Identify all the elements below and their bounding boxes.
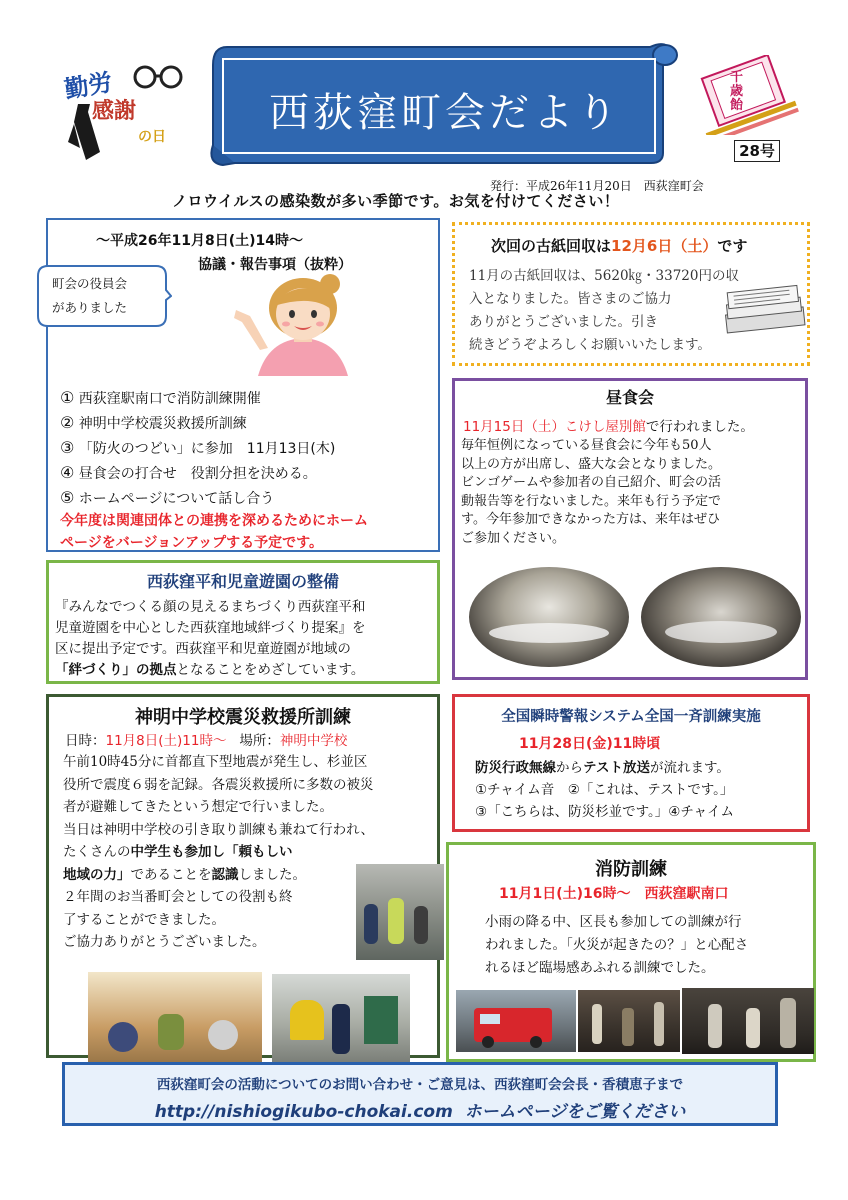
- bubble-line-1: 町会の役員会: [52, 276, 128, 291]
- school-drill-photo-2: [88, 972, 262, 1074]
- meeting-subtitle: 協議・報告事項（抜粋）: [198, 257, 352, 273]
- park-box: [46, 560, 440, 684]
- alert-body: 防災行政無線からテスト放送が流れます。 ①チャイム音 ②「これは、テストです。」 ③「こちらは、防災杉並です。」④チャイム: [475, 760, 734, 820]
- meeting-highlight: 今年度は関連団体との連携を深めるためにホーム ページをバージョンアップする予定です。: [60, 513, 368, 551]
- school-drill-photo-1: [356, 864, 444, 960]
- logo-left: [50, 62, 185, 162]
- park-body: 『みんなでつくる顔の見えるまちづくり西荻窪平和 児童遊園を中心とした西荻窪地域絆づくり提案』を 区に提出予定です。西荻窪平和児童遊園が地域の 「絆づくり」の拠点となることをめざしています。: [55, 599, 366, 678]
- fire-drill-photo-1: [456, 990, 576, 1052]
- park-title: 西荻窪平和児童遊園の整備: [146, 572, 339, 591]
- alert-box: [452, 694, 810, 832]
- homepage-link[interactable]: http://nishiogikubo-chokai.com: [154, 1102, 453, 1122]
- newspaper-stack-icon: [721, 281, 807, 335]
- logo-left-word-1: 勤労: [62, 68, 115, 104]
- list-item: ② 神明中学校震災救援所訓練: [60, 413, 247, 432]
- logo-left-word-3: の日: [138, 129, 166, 145]
- list-item: ① 西荻窪駅南口で消防訓練開催: [60, 388, 261, 407]
- school-drill-body: 午前10時45分に首都直下型地震が発生し、杉並区 役所で震度６弱を記録。各震災救援所に多数の被災 者が避難してきたという想定で行いました。 当日は神明中学校の引き取り訓練も兼ねて行われ、 たくさんの中学生も参加し「頼もしい 地域の力」であることを認識しました。 ２年間のお当番町会としての役割も終 了することができました。 ご協力ありがとうございました。: [63, 754, 374, 950]
- fire-drill-title: 消防訓練: [595, 859, 667, 880]
- fire-drill-photo-3: [682, 988, 814, 1054]
- alert-title: 全国瞬時警報システム全国一斉訓練実施: [501, 709, 761, 725]
- list-item: ③ 「防火のつどい」に参加 11月13日(木): [60, 438, 336, 457]
- school-drill-date: 日時：11月8日(土)11時～ 場所：神明中学校: [65, 733, 348, 749]
- notice-banner: ノロウイルスの感染数が多い季節です。お気を付けてください！: [172, 192, 620, 210]
- logo-right-text: 千歳飴: [730, 70, 744, 113]
- candy-stick-icon: [690, 55, 800, 135]
- publish-info: 発行：平成26年11月20日 西荻窪町会: [490, 179, 704, 193]
- lunch-photo-2: [641, 567, 801, 667]
- school-drill-title: 神明中学校震災救援所訓練: [135, 707, 351, 728]
- lunch-photo-1: [469, 567, 629, 667]
- meeting-items-list: [60, 386, 335, 511]
- footer-url-line: http://nishiogikubo-chokai.com ホームページをご覧ください: [154, 1102, 686, 1122]
- meeting-box: [46, 218, 440, 552]
- newsletter-title: 西荻窪町会だより: [269, 90, 621, 136]
- logo-right-chitose-ame: [690, 55, 800, 135]
- list-item: ⑤ ホームページについて話し合う: [60, 488, 275, 507]
- footer-box: [62, 1062, 778, 1126]
- list-item: ④ 昼食会の打合せ 役割分担を決める。: [60, 463, 317, 482]
- fire-drill-body: 小雨の降る中、区長も参加しての訓練が行 われました。「火災が起きたの？」と心配さ れるほど臨場感あふれる訓練でした。: [485, 914, 749, 976]
- footer-contact: 西荻窪町会の活動についてのお問い合わせ・ご意見は、西荻窪町会会長・香積恵子まで: [156, 1077, 684, 1093]
- school-drill-photo-3: [272, 974, 410, 1074]
- paper-heading: 次回の古紙回収は12月6日（土）です: [491, 237, 748, 255]
- woman-waving-illustration: [228, 270, 378, 380]
- necktie-icon: [60, 102, 110, 162]
- logo-left-word-2: 感謝: [92, 99, 137, 124]
- alert-date: 11月28日(金)11時頃: [519, 736, 661, 752]
- glasses-icon: [132, 62, 184, 92]
- issue-number: 28号: [734, 140, 780, 162]
- lunch-title: 昼食会: [605, 388, 654, 407]
- meeting-date: ～平成26年11月8日(土)14時～: [96, 233, 303, 249]
- lunch-date: 11月15日（土）こけし屋別館で行われました。: [463, 419, 754, 435]
- speech-bubble: [36, 264, 172, 328]
- paper-body: 11月の古紙回収は、5620㎏・33720円の収 入となりました。皆さまのご協力 ありがとうございました。引き 続きどうぞよろしくお願いいたします。: [469, 268, 739, 353]
- title-banner: [205, 35, 683, 170]
- bubble-line-2: がありました: [52, 300, 128, 315]
- lunch-box: [452, 378, 808, 680]
- paper-collection-box: [452, 222, 810, 366]
- lunch-body: 毎年恒例になっている昼食会に今年も50人 以上の方が出席し、盛大な会となりました。 ビンゴゲームや参加者の自己紹介、町会の活 動報告等を行ないました。来年も行う予定で す。今年参加できなかった方は、来年はぜひ ご参加ください。: [461, 438, 722, 546]
- fire-drill-photo-2: [578, 990, 680, 1052]
- fire-drill-date: 11月1日(土)16時～ 西荻窪駅南口: [499, 886, 729, 902]
